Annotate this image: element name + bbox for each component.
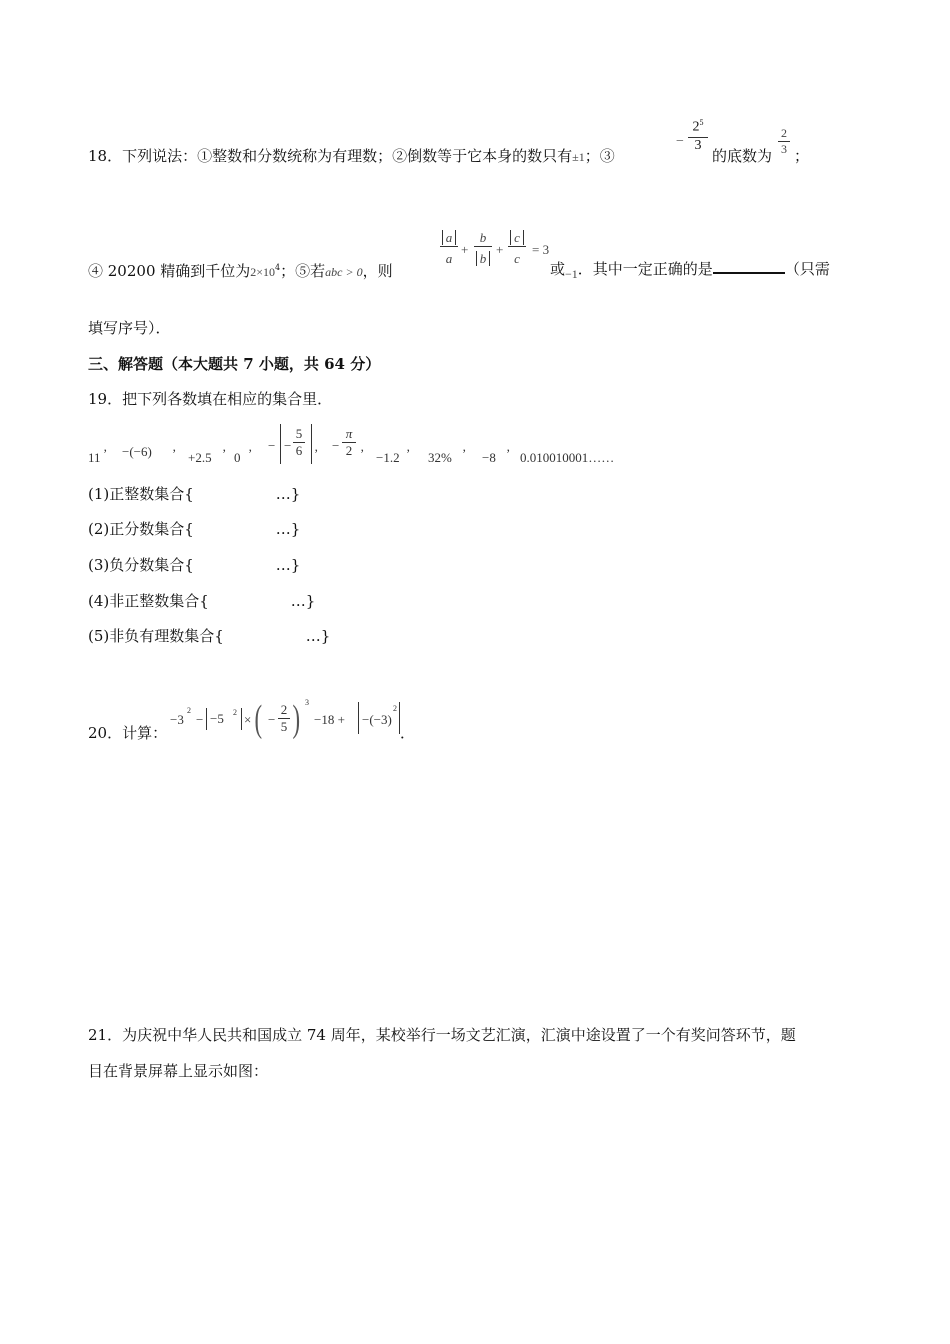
q18-tail: ．其中一定正确的是 — [577, 260, 713, 278]
q18-pm1: ±1 — [572, 150, 585, 164]
q18-sep3: ；③ — [584, 147, 615, 165]
q18-item5: ；⑤若 — [280, 262, 326, 280]
q18-or: 或 — [550, 260, 566, 278]
q18-tail2: （只需 — [784, 260, 830, 278]
q20-number: 20 — [88, 724, 108, 742]
q18-number: 18 — [88, 147, 108, 165]
section-heading: 三、解答题（本大题共 7 小题，共 64 分） — [88, 355, 381, 373]
q20-expression: −3 2 − −5 2 × ( − 2 5 ) 3 −18 + −(−3) 2 — [170, 698, 420, 744]
q20-line — [88, 723, 167, 743]
q18-intro: ．下列说法：①整数和分数统称为有理数；②倒数等于它本身的数只有 — [107, 147, 573, 165]
q18-item4-math: 2×10 — [250, 265, 276, 279]
q18-line3: 填写序号）． — [88, 319, 171, 337]
q18-item3-base: 2 3 — [778, 126, 790, 157]
q21-number: 21 — [88, 1026, 108, 1044]
q20-text: ．计算： — [107, 724, 168, 742]
set-negative-fractions: (3)负分数集合{ …} — [88, 556, 301, 574]
answer-blank[interactable] — [713, 258, 785, 274]
q21-line1 — [88, 1025, 796, 1045]
q18-item4: ④ 20200 精确到千位为 — [88, 262, 251, 280]
q19-number: 19 — [88, 390, 108, 408]
q19-text: ．把下列各数填在相应的集合里． — [107, 390, 333, 408]
q18-minus1: −1 — [565, 267, 578, 281]
q18-end1-line: ； — [794, 147, 810, 165]
set-positive-fractions: (2)正分数集合{ …} — [88, 520, 301, 538]
q18-item5-cond: abc > 0 — [325, 265, 363, 279]
q21-text1: ．为庆祝中华人民共和国成立 74 周年，某校举行一场文艺汇演，汇演中途设置了一个有奖问答环节，题 — [107, 1026, 796, 1044]
q21-line2: 目在背景屏幕上显示如图： — [88, 1062, 269, 1080]
q18-item3-text-line — [712, 146, 772, 166]
q18-line2: ④ 20200 精确到千位为$2\times 10^4$；⑤若abc > 0，则 — [88, 262, 393, 280]
set-nonpositive-integers: (4)非正整数集合{ …} — [88, 592, 316, 610]
q18-line2-tail — [550, 258, 830, 280]
q18-then: ，则 — [362, 262, 393, 280]
q18-line1 — [88, 146, 615, 167]
q19-number-list: 11 ’ −(−6) ’ +2.5 ’ 0 ’ − − 5 6 ’ − π 2 ’ −1.2 ’ 32% ’ −8 ’ 0.010010001…… — [88, 426, 615, 465]
q19-line — [88, 389, 332, 409]
q20-end: ． — [400, 724, 416, 742]
set-positive-integers: (1)正整数集合{ …} — [88, 485, 301, 503]
q18-item3-text: 的底数为 — [712, 147, 773, 165]
set-nonnegative-rationals: (5)非负有理数集合{ …} — [88, 627, 331, 645]
